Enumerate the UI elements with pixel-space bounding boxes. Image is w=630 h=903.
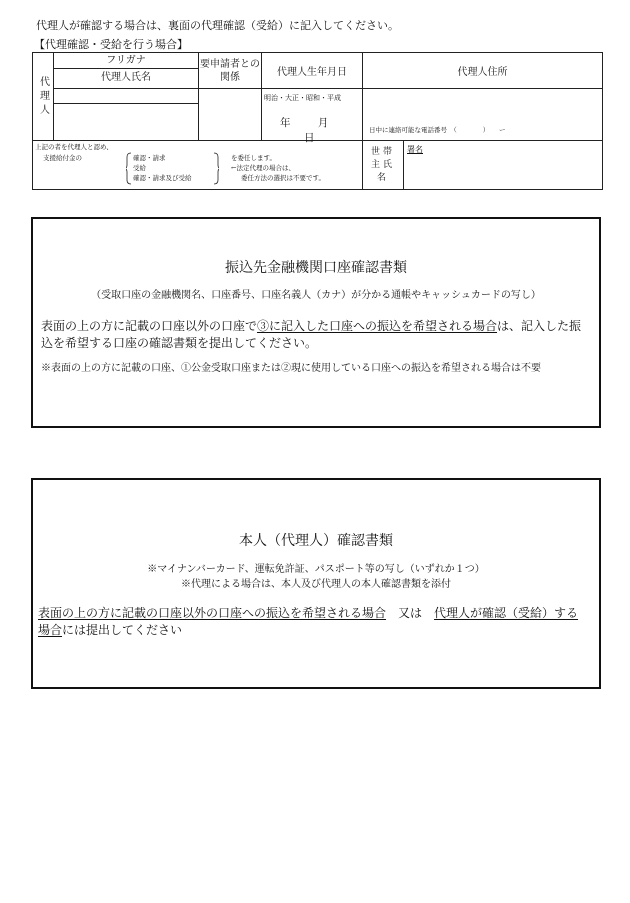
option-confirm[interactable]: 確認・請求 bbox=[133, 154, 166, 162]
day-label: 日 bbox=[304, 132, 315, 144]
name-header-cell bbox=[54, 53, 199, 89]
furigana-label: フリガナ bbox=[54, 54, 198, 69]
bank-body-post: は、記入した振込を希望する口座の確認書類を提出してください。 bbox=[41, 319, 582, 350]
delegate-line1: 上記の者を代理人と認め、 bbox=[35, 143, 113, 151]
address-label: 代理人住所 bbox=[363, 53, 603, 89]
option-confirm-and-receive[interactable]: 確認・請求及び受給 bbox=[133, 174, 192, 182]
birthdate-label: 代理人生年月日 bbox=[262, 53, 363, 89]
delegate-line2: 支援給付金の bbox=[43, 154, 82, 162]
era-options: 明治・大正・昭和・平成 bbox=[264, 94, 341, 102]
agent-form-table bbox=[32, 52, 603, 190]
intro-text: 代理人が確認する場合は、裏面の代理確認（受給）に記入してください。 bbox=[36, 19, 399, 32]
delegation-options bbox=[133, 153, 192, 183]
agent-row-label: 代理人 bbox=[37, 75, 49, 118]
bank-document-body bbox=[41, 318, 589, 352]
identity-document-box bbox=[31, 478, 601, 689]
relation-label: 要申請者との関係 bbox=[199, 53, 262, 89]
identity-document-sub2: ※代理による場合は、本人及び代理人の本人確認書類を添付 bbox=[181, 579, 451, 590]
identity-body-mid: 又は bbox=[386, 606, 435, 620]
identity-body-post: には提出してください bbox=[62, 623, 183, 637]
address-input[interactable] bbox=[363, 89, 603, 141]
signature-label: 署名 bbox=[407, 145, 423, 154]
bank-document-title: 振込先金融機関口座確認書類 bbox=[225, 260, 407, 276]
identity-body-underlined2: 代理人が確認（受給）する場合 bbox=[38, 606, 579, 637]
delegate-right1: を委任します。 bbox=[231, 154, 276, 162]
agent-row-label-cell bbox=[33, 53, 54, 141]
bank-document-note: ※表面の上の方に記載の口座、①公金受取口座または②現に使用している口座への振込を希望される場合は不要 bbox=[41, 363, 541, 374]
household-head-label: 世帯主氏名 bbox=[370, 146, 395, 183]
bank-document-subtitle: （受取口座の金融機関名、口座番号、口座名義人（カナ）が分かる通帳やキャッシュカードの写し） bbox=[91, 290, 541, 301]
signature-input[interactable] bbox=[404, 141, 602, 189]
section-title: 【代理確認・受給を行う場合】 bbox=[34, 38, 188, 51]
relation-input[interactable] bbox=[199, 89, 262, 141]
signature-cell bbox=[363, 141, 603, 190]
bank-body-underlined: ③に記入した口座への振込を希望される場合 bbox=[257, 319, 498, 333]
year-label: 年 bbox=[280, 117, 291, 129]
agent-name-label: 代理人氏名 bbox=[101, 72, 151, 83]
option-receive[interactable]: 受給 bbox=[133, 164, 146, 172]
agent-name-input-cell[interactable] bbox=[54, 89, 199, 141]
identity-document-title: 本人（代理人）確認書類 bbox=[239, 533, 393, 549]
delegate-right2: ←法定代理の場合は、 bbox=[231, 164, 295, 172]
identity-document-body bbox=[38, 605, 589, 639]
identity-document-sub1: ※マイナンバーカード、運転免許証、パスポート等の写し（いずれか１つ） bbox=[147, 564, 485, 575]
phone-label: 日中に連絡可能な電話番号 （ ） ー bbox=[369, 126, 506, 134]
furigana-input[interactable] bbox=[54, 89, 198, 104]
bank-document-box bbox=[31, 217, 601, 428]
delegation-cell bbox=[33, 141, 363, 190]
delegate-right3: 委任方法の選択は不要です。 bbox=[241, 174, 325, 182]
identity-body-underlined1: 表面の上の方に記載の口座以外の口座への振込を希望される場合 bbox=[38, 606, 387, 620]
month-label: 月 bbox=[317, 117, 329, 129]
bank-body-pre: 表面の上の方に記載の口座以外の口座で bbox=[41, 319, 258, 333]
birthdate-input[interactable] bbox=[262, 89, 363, 144]
